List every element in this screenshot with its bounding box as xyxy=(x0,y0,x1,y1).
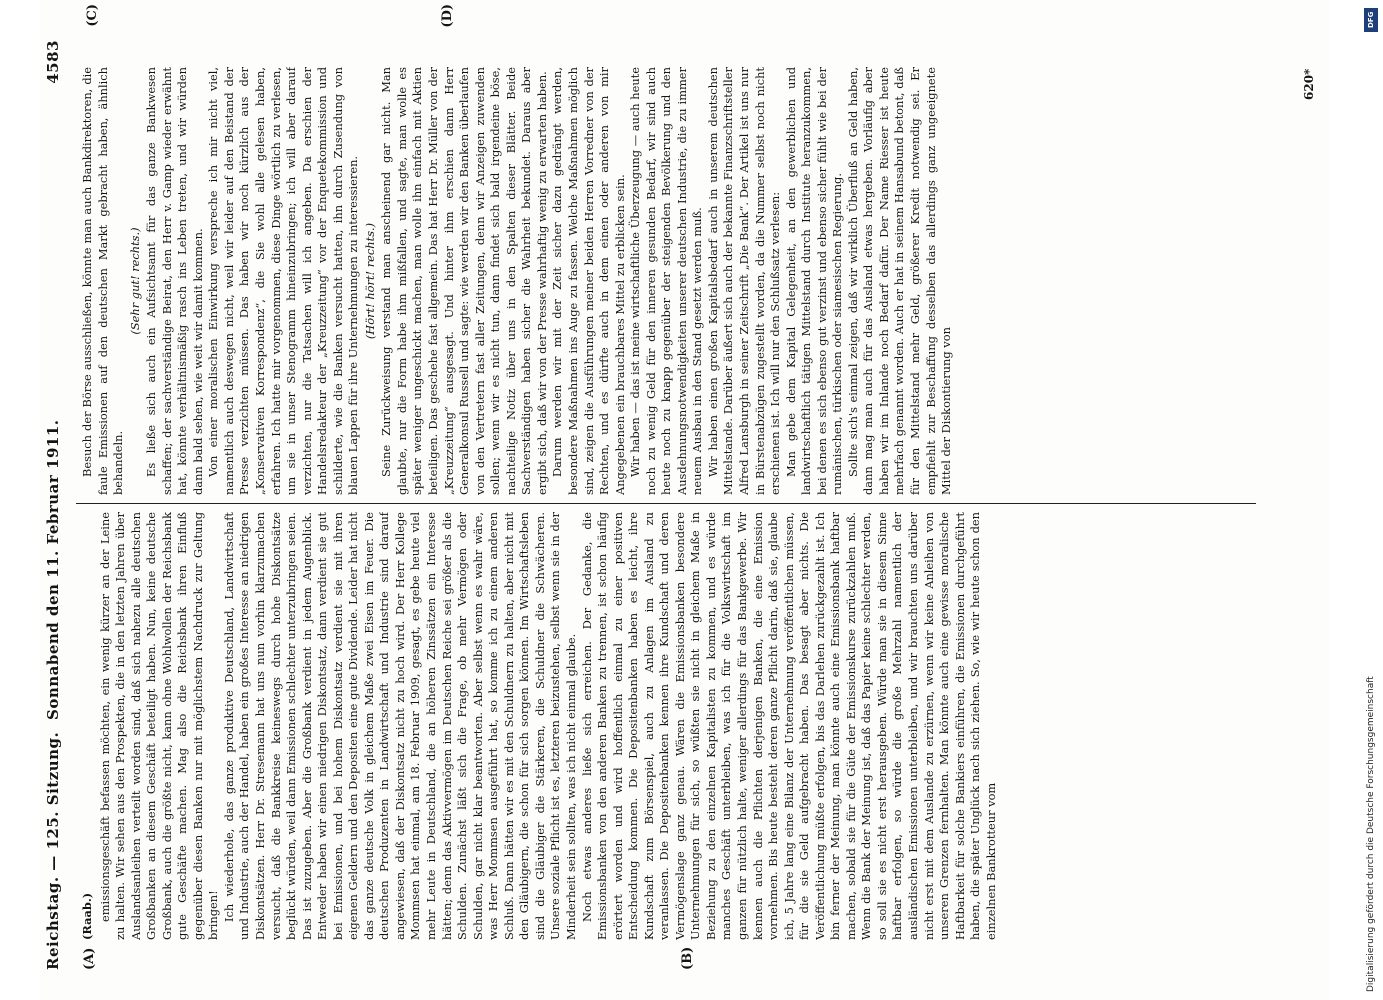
paragraph: Von einer moralischen Einwirkung verspreche ich mir nicht viel, namentlich auch deswegen nicht, weil wir leider auf den Beistand der Presse verzichten müssen. Das haben wir noch kürzlich aus der „Konservativen Korrespondenz“, die Sie wohl alle gelesen haben, erfahren. Ich hatte mir vorgenommen, diese Dinge wörtlich zu verlesen, um sie in unser Stenogramm hineinzubringen; ich will aber darauf verzichten, nur die Tatsachen will ich angeben. Da erschien der Handelsredakteur der „Kreuzzeitung“ vor der Enquetekommission und schilderte, wie die Banken versucht hatten, ihn durch Zusendung von blauen Lappen für ihre Unternehmungen zu interessieren. xyxy=(206,67,361,495)
header-left: Reichstag. — 125. Sitzung. xyxy=(44,731,62,970)
paragraph: Wir haben — das ist meine wirtschaftliche Überzeugung — auch heute noch zu wenig Geld für den inneren gesunden Bedarf, wir sind auch heute noch zu knapp gegenüber der steigenden Bevölkerung und den Ausdehnungsnotwendigkeiten unserer deutschen Industrie, die zu immer neuem Ausbau in den Stand gesetzt werden muß. xyxy=(628,67,705,495)
paragraph: Seine Zurückweisung verstand man anscheinend gar nicht. Man glaubte, nur die Form habe ihm mißfallen, und sagte, man wolle es später weniger ungeschickt machen, man wolle ihn einfach mit Aktien beteiligen. Das geschehe fast allgemein. Das hat Herr Dr. Müller von der „Kreuzzeitung“ ausgesagt. Und hinter ihm erschien dann Herr Generalkonsul Russell und sagte: wie werden wir den Banken überlaufen von den Vertretern fast aller Zeitungen, denn wir Anzeigen zuwenden sollen; wenn wir es nicht tun, dann findet sich bald irgendeine böse, nachteilige Notiz über uns in den Spalten dieser Blätter. Beide Sachverständigen haben sicher die Wahrheit bekundet. Daraus aber ergibt sich, daß wir von der Presse wahrhaftig wenig zu erwarten haben. xyxy=(379,67,549,495)
speaker-label: (Raab.) xyxy=(80,892,94,940)
quotation: Man gebe dem Kapital Gelegenheit, an den gewerblichen und landwirtschaftlich tätigen Mittelstand durch Institute heranzukommen, bei denen es sich ebenso gut verzinst und ebenso sicher fühlt wie bei der rumänischen, türkischen oder siamesischen Regierung. xyxy=(783,67,845,495)
page-number: 4583 xyxy=(44,40,62,84)
dfg-logo: DFG xyxy=(1364,8,1378,32)
digitization-note-text: Digitalisierung gefördert durch die Deutsche Forschungsgemeinschaft xyxy=(1366,676,1376,992)
left-column xyxy=(80,512,1320,940)
paragraph: Sollte sich's einmal zeigen, daß wir wirklich Überfluß an Geld haben, dann mag man auch für das Ausland etwas hergeben. Vorläufig aber haben wir im Inlande noch Bedarf dafür. Der Name Riesser ist heute mehrfach genannt worden. Auch er hat in seinem Hansabund betont, daß für den Mittelstand mehr Geld, größerer Kredit notwendig sei. Er empfiehlt zur Beschaffung desselben das allerdings ganz ungeeignete Mittel der Diskontierung von xyxy=(845,67,954,495)
paragraph: Ich wiederhole, das ganze produktive Deutschland, Landwirtschaft und Industrie, auch der Handel, haben ein großes Interesse an niedrigen Diskontsätzen. Herr Dr. Stresemann hat uns nun vorhin klarzumachen versucht, daß die Bankkreise keineswegs durch hohe Diskontsätze beglückt würden, weil dann Emissionen schlechter unterzubringen seien. Das ist zuzugeben. Aber die Großbank verdient in jedem Augenblick. Entweder haben wir einen niedrigen Diskontsatz, dann verdient sie gut bei Emissionen, und bei hohem Diskontsatz verdient sie mit ihren eigenen Geldern und den Depositen eine gute Dividende. Leider hat nicht das ganze deutsche Volk in gleichem Maße zwei Eisen im Feuer. Die deutschen Produzenten in Landwirtschaft und Industrie sind darauf angewiesen, daß der Diskontsatz nicht zu hoch wird. Der Herr Kollege Mommsen hat einmal, am 18. Februar 1909, gesagt, es gebe heute viel mehr Leute in Deutschland, die an höheren Zinssätzen ein Interesse hätten; denn das Aktivvermögen im Deutschen Reiche sei größer als die Schulden. Zunächst läßt sich die Frage, ob mehr Vermögen oder Schulden, gar nicht klar beantworten. Aber selbst wenn es wahr wäre, was Herr Mommsen ausgeführt hat, so komme ich zu einem anderen Schluß. Dann hätten wir es mit den Schuldnern zu halten, aber nicht mit den Gläubigern, die schon für sich sorgen können. Im Wirtschaftsleben sind die Gläubiger die Stärkeren, die Schuldner die Schwächeren. Unsere soziale Pflicht ist es, letzteren beizustehen, selbst wenn sie in der Minderheit sein sollten, was ich nicht einmal glaube. xyxy=(221,512,578,940)
paragraph: Darum werden wir mit der Zeit sicher dazu gedrängt werden, besondere Maßnahmen ins Auge zu fassen. Welche Maßnahmen möglich sind, zeigen die Ausführungen meiner beiden Herren Vorredner von der Rechten, und es dürfte auch in dem einen oder anderen von mir Angegebenen ein brauchbares Mittel zu erblicken sein. xyxy=(550,67,627,495)
paragraph: Wir haben einen großen Kapitalsbedarf auch in unserem deutschen Mittelstande. Darüber äußert sich auch der bekannte Finanzschriftsteller Alfred Lansburgh in seiner Zeitschrift „Die Bank“. Der Artikel ist uns nur in Bürstenabzügen zugestellt worden, da die Nummer selbst noch nicht erschienen ist. Ich will nur den Schlußsatz verlesen: xyxy=(705,67,783,495)
sheet-signature: 620* xyxy=(1302,68,1316,100)
margin-marker-c: (C) xyxy=(85,4,100,27)
interjection: (Sehr gut! rechts.) xyxy=(127,227,142,335)
header-date: Sonnabend den 11. Februar 1911. xyxy=(44,419,62,720)
margin-marker-a: (A) xyxy=(82,947,97,970)
digitization-note xyxy=(1366,8,1382,992)
document-page xyxy=(40,0,1330,1000)
paragraph: Besuch der Börse ausschließen, könnte man auch Bankdirektoren, die faule Emissionen auf den deutschen Markt gebracht haben, ähnlich behandeln. xyxy=(80,67,126,495)
interjection: (Hört! hört! rechts.) xyxy=(362,222,377,340)
paragraph: Noch etwas anderes ließe sich erreichen. Der Gedanke, die Emissionsbanken von den anderen Banken zu trennen, ist schon häufig erörtert worden und wird hoffentlich einmal zu einer positiven Entscheidung kommen. Die Depositenbanken haben es leicht, ihre Kundschaft zum Börsenspiel, auch zu Anlagen im Ausland zu veranlassen. Die Depositenbanken kennen ihre Kundschaft und deren Vermögenslage ganz genau. Wären die Emissionsbanken besondere Unternehmungen für sich, so wüßten sie nicht in gleichem Maße in Beziehung zu den einzelnen Kapitalisten zu kommen, und es würde manches Geschäft unterbleiben, was ich für die Volkswirtschaft im ganzen für nützlich halte, weniger allerdings für das Bankgewerbe. Wir kennen auch die Pflichten derjenigen Banken, die eine Emission vornehmen. Bis heute besteht deren ganze Pflicht darin, daß sie, glaube ich, 5 Jahre lang eine Bilanz der Unternehmung veröffentlichen müssen, für die sie Geld aufgebracht haben. Das besagt aber nichts. Die Veröffentlichung müßte erfolgen, bis das Darlehen zurückgezahlt ist. Ich bin ferner der Meinung, man könnte auch eine Emissionsbank haftbar machen, sobald sie für die Güte der Emissionskurse zurückzahlen muß. Wenn die Bank der Meinung ist, daß das Papier keine schlechter werden, so soll sie es nicht erst herausgeben. Würde man sie in diesem Sinne haftbar erfolgen, so würde die große Mehrzahl namentlich der ausländischen Emissionen unterbleiben, und wir brauchten uns darüber nicht erst mit dem Auslande zu erzürnen, wenn wir keine Anleihen von unseren Grenzen fernhalten. Man könnte auch eine gewisse moralische Haftbarkeit für solche Bankiers einführen, die Emissionen durchgeführt haben, die später Unglück nach sich ziehen. So, wie wir heute schon den einzelnen Bankrotteur vom xyxy=(579,512,998,940)
paragraph: emissionsgeschäft befassen möchten, ein wenig kürzer an der Leine zu halten. Wir sehen aus den Prospekten, die in den letzten Jahren über Auslandsanleihen verteilt worden sind, daß sich nahezu alle deutschen Großbanken an diesem Geschäft beteiligt haben. Nun, keine deutsche Großbank, auch die größte nicht, kann ohne Wohlwollen der Reichsbank gute Geschäfte machen. Mag also die Reichsbank ihren Einfluß gegenüber diesen Banken nur mit möglichstem Nachdruck zur Geltung bringen! xyxy=(97,512,221,940)
margin-marker-d: (D) xyxy=(440,4,455,28)
page-header xyxy=(40,40,72,970)
right-column xyxy=(80,67,1320,495)
column-divider xyxy=(76,503,1256,504)
margin-marker-b: (B) xyxy=(680,946,695,970)
paragraph: Es ließe sich auch ein Aufsichtsamt für das ganze Bankwesen schaffen; der sachverständige Beirat, den Herr v. Gamp wieder erwähnt hat, könnte verhältnismäßig rasch ins Leben treten, und wir würden dann bald sehen, wie weit wir damit kommen. xyxy=(144,67,205,495)
